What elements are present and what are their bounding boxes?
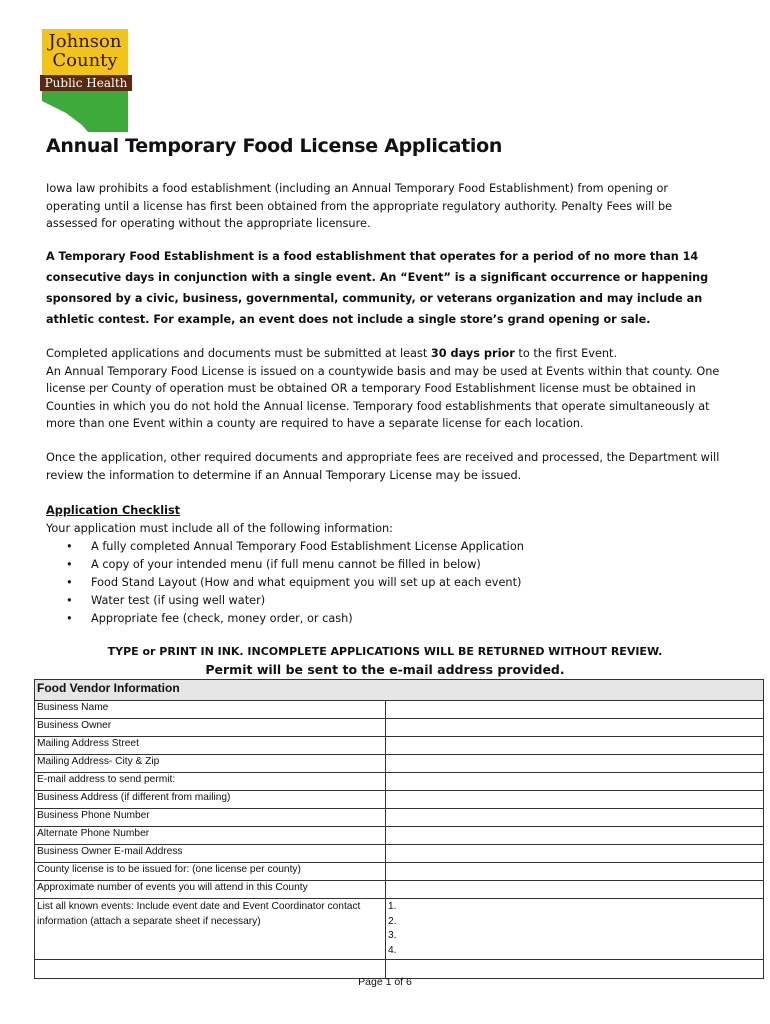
submission-text-post: to the first Event.: [514, 347, 618, 360]
license-scope-text: An Annual Temporary Food License is issued on a countywide basis and may be used at Events within that county. One license per County of operation must be obtained OR a temporary Food Establishment license must be obtained in Counties in which you do not hold the Annual license. Temporary food establishments that operate simultaneously at more than one Event within a county are required to have a separate license for each location.: [46, 364, 720, 430]
field-label-county-license: County license is to be issued for: (one license per county): [35, 863, 386, 881]
page-title: Annual Temporary Food License Application: [46, 135, 503, 157]
mailing-city-zip-field[interactable]: [386, 755, 764, 773]
field-label-event-count: Approximate number of events you will attend in this County: [35, 881, 386, 899]
ink-notice: TYPE or PRINT IN INK. INCOMPLETE APPLICATIONS WILL BE RETURNED WITHOUT REVIEW.: [107, 645, 663, 658]
form-row: [35, 827, 764, 845]
field-label-business-owner: Business Owner: [35, 719, 386, 737]
form-row: [35, 701, 764, 719]
alternate-phone-field[interactable]: [386, 827, 764, 845]
form-row: [35, 791, 764, 809]
checklist-item: • A copy of your intended menu (if full menu cannot be filled in below): [46, 556, 726, 574]
submission-text-pre: Completed applications and documents must be submitted at least: [46, 347, 431, 360]
checklist-item: • Water test (if using well water): [46, 592, 726, 610]
food-vendor-form: [34, 679, 764, 979]
permit-email-field[interactable]: [386, 773, 764, 791]
page-number: Page 1 of 6: [358, 976, 412, 988]
event-count-field[interactable]: [386, 881, 764, 899]
form-row: [35, 737, 764, 755]
submission-paragraph: [46, 345, 726, 433]
field-label-business-phone: Business Phone Number: [35, 809, 386, 827]
form-row: [35, 881, 764, 899]
event-number: 2.: [388, 915, 397, 927]
checklist-item: • Food Stand Layout (How and what equipment you will set up at each event): [46, 574, 726, 592]
form-section-header: Food Vendor Information: [35, 680, 764, 701]
review-paragraph: Once the application, other required documents and appropriate fees are received and processed, the Department will review the information to determine if an Annual Temporary License may be issued.: [46, 451, 720, 482]
logo-text-johnson: Johnson: [48, 31, 122, 52]
event-number: 4.: [388, 944, 397, 956]
form-row: [35, 755, 764, 773]
form-row: [35, 719, 764, 737]
field-label-business-address: Business Address (if different from mailing): [35, 791, 386, 809]
business-owner-field[interactable]: [386, 719, 764, 737]
checklist-heading: Application Checklist: [46, 504, 181, 517]
logo-text-county: County: [52, 50, 118, 71]
form-row: [35, 863, 764, 881]
county-license-field[interactable]: [386, 863, 764, 881]
definition-paragraph: A Temporary Food Establishment is a food establishment that operates for a period of no more than 14 consecutive days in conjunction with a single event. An “Event” is a significant occurrence or happening sponsored by a civic, business, governmental, community, or veterans organization and may include an athletic contest. For example, an event does not include a single store’s grand opening or sale.: [46, 250, 709, 326]
application-checklist: [46, 502, 726, 628]
field-label-mailing-city-zip: Mailing Address- City & Zip: [35, 755, 386, 773]
email-notice: Permit will be sent to the e-mail address provided.: [205, 662, 565, 677]
business-name-field[interactable]: [386, 701, 764, 719]
checklist-intro: Your application must include all of the following information:: [46, 522, 393, 535]
logo-text-public-health: Public Health: [44, 76, 128, 90]
known-events-field[interactable]: [386, 899, 764, 960]
intro-paragraph: Iowa law prohibits a food establishment (including an Annual Temporary Food Establishment) from opening or operating until a license has first been obtained from the appropriate regulatory authority. Penalty Fees will be assessed for operating without the appropriate licensure.: [46, 182, 673, 230]
checklist-item: • Appropriate fee (check, money order, or cash): [46, 610, 726, 628]
checklist-item: • A fully completed Annual Temporary Food Establishment License Application: [46, 538, 726, 556]
field-label-permit-email: E-mail address to send permit:: [35, 773, 386, 791]
form-row: [35, 899, 764, 960]
field-label-owner-email: Business Owner E-mail Address: [35, 845, 386, 863]
submission-deadline: 30 days prior: [430, 347, 515, 360]
field-label-mailing-street: Mailing Address Street: [35, 737, 386, 755]
event-number: 1.: [388, 901, 397, 912]
owner-email-field[interactable]: [386, 845, 764, 863]
form-row: [35, 845, 764, 863]
business-phone-field[interactable]: [386, 809, 764, 827]
form-row: [35, 809, 764, 827]
mailing-street-field[interactable]: [386, 737, 764, 755]
checklist-items: [46, 538, 726, 628]
event-number: 3.: [388, 930, 397, 941]
business-address-field[interactable]: [386, 791, 764, 809]
field-label-known-events: List all known events: Include event date and Event Coordinator contact information (attach a separate sheet if necessary): [35, 899, 386, 960]
form-row: [35, 773, 764, 791]
field-label-alternate-phone: Alternate Phone Number: [35, 827, 386, 845]
field-label-business-name: Business Name: [35, 701, 386, 719]
johnson-county-public-health-logo: [38, 27, 132, 134]
